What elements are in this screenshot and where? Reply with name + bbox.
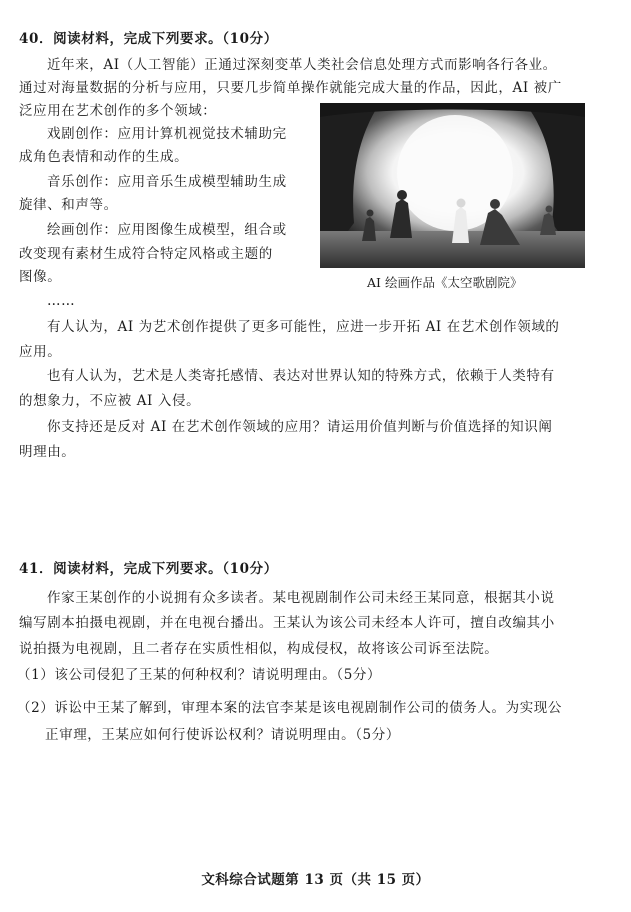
q40-view1-line: 有人认为，AI 为艺术创作提供了更多可能性，应进一步开拓 AI 在艺术创作领域的: [47, 319, 560, 335]
q40-item-line: 旋律、和声等。: [19, 197, 118, 213]
q40-view1-line: 应用。: [19, 344, 62, 360]
q40-question-line: 你支持还是反对 AI 在艺术创作领域的应用？请运用价值判断与价值选择的知识阐: [47, 419, 553, 435]
q40-item-line: 音乐创作：应用音乐生成模型辅助生成: [47, 174, 287, 190]
q40-item-line: 戏剧创作：应用计算机视觉技术辅助完: [47, 126, 287, 142]
q40-ellipsis: ……: [47, 293, 76, 309]
q41-material-line: 编写剧本拍摄电视剧，并在电视台播出。王某认为该公司未经本人许可，擅自改编其小: [19, 615, 555, 631]
q40-question-line: 明理由。: [19, 444, 76, 460]
q40-item-line: 图像。: [19, 269, 62, 285]
q41-heading: 41．阅读材料，完成下列要求。（10分）: [19, 561, 278, 577]
q41-material-line: 作家王某创作的小说拥有众多读者。某电视剧制作公司未经王某同意，根据其小说: [47, 590, 555, 606]
q41-subquestion-2-line: （2）诉讼中王某了解到，审理本案的法官李某是该电视剧制作公司的债务人。为实现公: [17, 700, 562, 716]
q41-material-line: 说拍摄为电视剧，且二者存在实质性相似，构成侵权，故将该公司诉至法院。: [19, 641, 499, 657]
ai-painting-image: [320, 103, 585, 268]
q40-view2-line: 也有人认为，艺术是人类寄托感情、表达对世界认知的特殊方式，依赖于人类特有: [47, 368, 555, 384]
q40-paragraph-line: 通过对海量数据的分析与应用，只要几步简单操作就能完成大量的作品，因此，AI 被广: [19, 80, 562, 96]
q40-item-line: 绘画创作：应用图像生成模型，组合或: [47, 222, 287, 238]
figure-caption: AI 绘画作品《太空歌剧院》: [367, 275, 523, 290]
q40-paragraph-line: 近年来，AI（人工智能）正通过深刻变革人类社会信息处理方式而影响各行各业。: [47, 57, 557, 73]
q41-subquestion-2-line: 正审理，王某应如何行使诉讼权利？请说明理由。（5分）: [45, 727, 400, 743]
q40-view2-line: 的想象力，不应被 AI 入侵。: [19, 393, 201, 409]
q40-heading: 40．阅读材料，完成下列要求。（10分）: [19, 31, 278, 47]
q40-paragraph-line: 泛应用在艺术创作的多个领域：: [19, 103, 217, 119]
q40-item-line: 改变现有素材生成符合特定风格或主题的: [19, 246, 273, 262]
page-footer: 文科综合试题第 13 页（共 15 页）: [201, 872, 430, 888]
q41-subquestion-1: （1）该公司侵犯了王某的何种权利？请说明理由。（5分）: [17, 667, 382, 683]
q40-item-line: 成角色表情和动作的生成。: [19, 149, 189, 165]
